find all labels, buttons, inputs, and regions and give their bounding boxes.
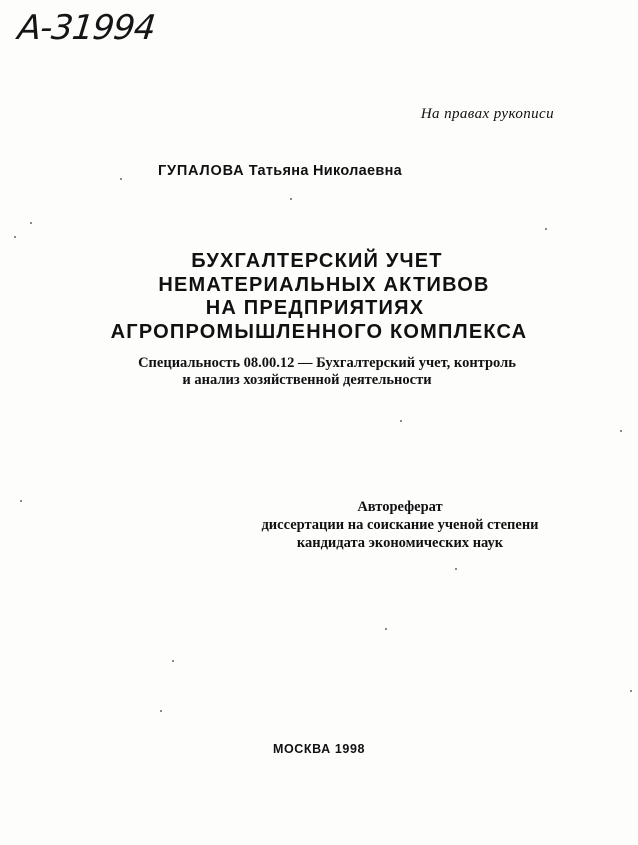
scan-speck [20,500,22,502]
archive-number-handwritten: А-31994 [15,8,157,48]
scan-speck [290,198,292,200]
scan-speck [630,690,632,692]
title-line-1: БУХГАЛТЕРСКИЙ УЧЕТ [191,250,443,272]
dissertation-title [0,250,638,344]
scan-speck [172,660,174,662]
scan-speck [14,236,16,238]
title-line-3: НА ПРЕДПРИЯТИЯХ [205,297,425,319]
scan-speck [545,228,547,230]
specialty-line-2: и анализ хозяйственной деятельности [182,372,432,388]
rights-note: На правах рукописи [420,106,554,122]
title-line-2: НЕМАТЕРИАЛЬНЫХ АКТИВОВ [158,273,490,296]
scan-speck [30,222,32,224]
author-surname: ГУПАЛОВА [158,163,245,179]
scan-speck [620,430,622,432]
abstract-line-3: кандидата экономических наук [296,535,504,551]
abstract-line-2: диссертации на соискание ученой степени [261,517,539,533]
title-line-4: АГРОПРОМЫШЛЕННОГО КОМПЛЕКСА [110,320,528,343]
author-given-names: Татьяна Николаевна [248,163,403,179]
author-name [158,163,402,179]
scan-speck [160,710,162,712]
specialty-block [0,355,638,389]
city-year: МОСКВА 1998 [272,742,366,756]
abstract-line-1: Автореферат [357,499,443,515]
abstract-designation [225,498,575,552]
scan-speck [400,420,402,422]
scan-speck [385,628,387,630]
scan-speck [120,178,122,180]
scan-speck [455,568,457,570]
specialty-line-1: Специальность 08.00.12 — Бухгалтерский учет, контроль [138,355,516,371]
